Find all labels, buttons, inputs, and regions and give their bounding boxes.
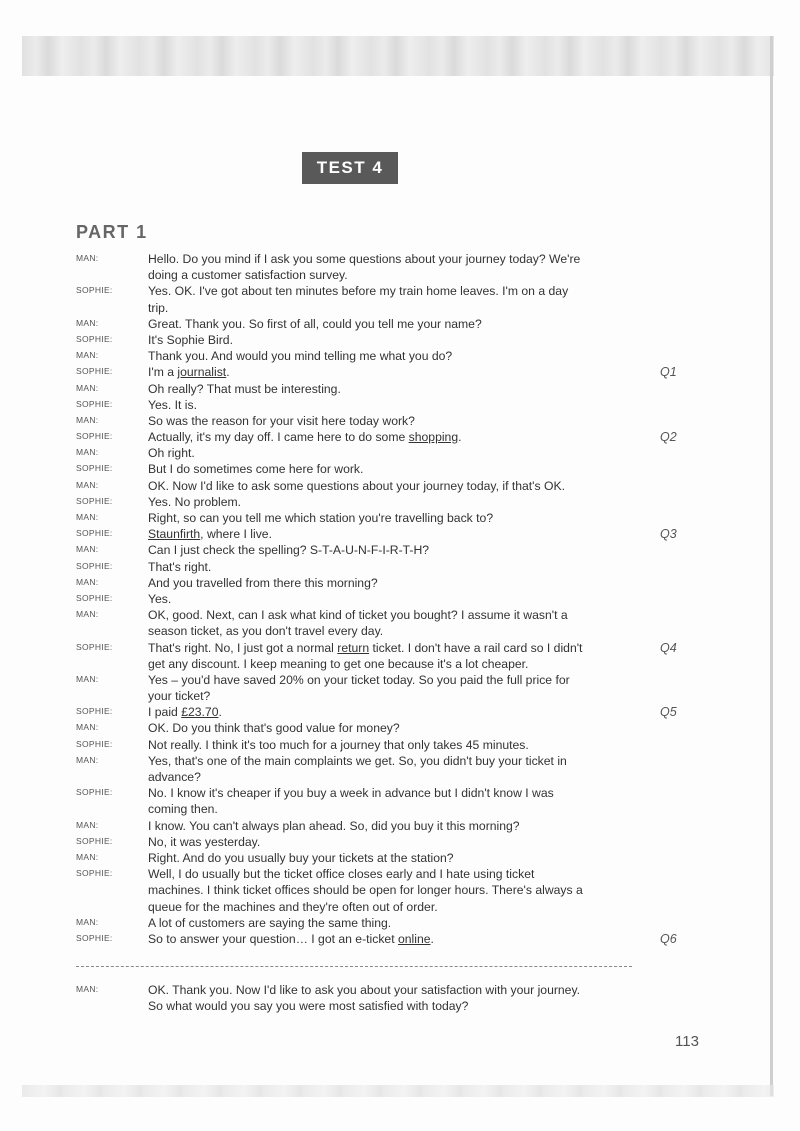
dialogue-text xyxy=(148,429,638,445)
speaker-label: MAN: xyxy=(76,576,99,587)
answer-underlined: return xyxy=(337,640,370,655)
dialogue-text xyxy=(148,364,638,380)
dialogue-line xyxy=(0,623,800,639)
dialogue-line xyxy=(0,866,800,882)
speaker-label: MAN: xyxy=(76,253,99,263)
dialogue-line xyxy=(0,672,800,688)
dialogue-entry xyxy=(0,818,800,834)
dialogue-entry xyxy=(0,982,800,1014)
speaker-label: MAN: xyxy=(76,851,99,862)
dialogue-text: That's right. xyxy=(148,559,212,574)
dialogue-entry xyxy=(0,332,800,348)
dialogue-entry xyxy=(0,915,800,931)
dialogue-entry xyxy=(0,526,800,542)
dialogue-entry xyxy=(0,785,800,817)
dialogue-entry xyxy=(0,429,800,445)
text-segment: . xyxy=(226,365,230,380)
speaker-label: SOPHIE: xyxy=(76,285,113,296)
dialogue-line xyxy=(0,982,800,998)
dialogue-line xyxy=(0,300,800,316)
dialogue-text: Great. Thank you. So first of all, could you tell me your name? xyxy=(148,316,482,331)
speaker-label: MAN: xyxy=(76,819,99,830)
speaker-label: SOPHIE: xyxy=(76,835,113,846)
dialogue-text: Yes. No problem. xyxy=(148,494,242,509)
dialogue-line xyxy=(0,429,800,445)
dialogue-entry xyxy=(0,510,800,526)
dialogue-line xyxy=(0,267,800,283)
dialogue-entry xyxy=(0,640,800,672)
transcript xyxy=(0,251,800,947)
dialogue-text: A lot of customers are saying the same thing. xyxy=(148,915,392,930)
dialogue-entry xyxy=(0,397,800,413)
dialogue-text: Oh really? That must be interesting. xyxy=(148,381,341,396)
dialogue-text: advance? xyxy=(148,770,201,784)
speaker-label: MAN: xyxy=(76,722,99,733)
dialogue-line xyxy=(0,704,800,720)
dialogue-entry xyxy=(0,559,800,575)
dialogue-line xyxy=(0,834,800,850)
answer-underlined: Staunfirth xyxy=(148,527,201,542)
dialogue-entry xyxy=(0,850,800,866)
speaker-label: SOPHIE: xyxy=(76,932,113,943)
speaker-label: SOPHIE: xyxy=(76,868,113,879)
speaker-label: SOPHIE: xyxy=(76,592,113,603)
text-segment: So to answer your question… I got an e-ticket xyxy=(148,931,398,946)
dialogue-entry xyxy=(0,283,800,315)
dialogue-text: trip. xyxy=(148,300,169,315)
dialogue-entry xyxy=(0,542,800,558)
dialogue-line xyxy=(0,316,800,332)
question-marker: Q6 xyxy=(660,931,677,946)
speaker-label: MAN: xyxy=(76,512,99,522)
dialogue-text: OK. Do you think that's good value for money? xyxy=(148,721,400,736)
dialogue-text xyxy=(148,931,638,947)
speaker-label: SOPHIE: xyxy=(76,528,113,539)
dialogue-line xyxy=(0,348,800,364)
question-marker: Q3 xyxy=(660,527,677,542)
dialogue-text: But I do sometimes come here for work. xyxy=(148,462,364,477)
dialogue-line xyxy=(0,998,800,1014)
dialogue-entry xyxy=(0,413,800,429)
dialogue-text: Hello. Do you mind if I ask you some questions about your journey today? We're xyxy=(148,252,581,266)
dialogue-line xyxy=(0,656,800,672)
dialogue-text: Right. And do you usually buy your tickets at the station? xyxy=(148,850,454,865)
dialogue-entry xyxy=(0,591,800,607)
dialogue-line xyxy=(0,283,800,299)
dialogue-line xyxy=(0,882,800,898)
text-segment: That's right. No, I just got a normal xyxy=(148,640,338,655)
dialogue-line xyxy=(0,931,800,947)
dialogue-line xyxy=(0,332,800,348)
dialogue-line xyxy=(0,251,800,267)
speaker-label: SOPHIE: xyxy=(76,495,113,506)
speaker-label: MAN: xyxy=(76,382,99,393)
dialogue-text: Thank you. And would you mind telling me what you do? xyxy=(148,349,453,364)
dialogue-line xyxy=(0,720,800,736)
dialogue-line xyxy=(0,413,800,429)
dialogue-text: So was the reason for your visit here today work? xyxy=(148,413,415,428)
dialogue-line xyxy=(0,542,800,558)
text-segment: Actually, it's my day off. I came here to do some xyxy=(148,430,409,445)
speaker-label: SOPHIE: xyxy=(76,560,113,571)
dialogue-text: It's Sophie Bird. xyxy=(148,332,233,347)
speaker-label: SOPHIE: xyxy=(76,398,113,409)
dialogue-text: No, it was yesterday. xyxy=(148,834,261,849)
dialogue-line xyxy=(0,381,800,397)
page-number: 113 xyxy=(675,1033,699,1050)
question-marker: Q4 xyxy=(660,640,677,655)
dialogue-text: Yes. xyxy=(148,591,172,606)
dialogue-text: Yes. It is. xyxy=(148,397,197,412)
dialogue-line xyxy=(0,850,800,866)
dialogue-entry xyxy=(0,575,800,591)
dialogue-entry xyxy=(0,445,800,461)
dialogue-line xyxy=(0,753,800,769)
dialogue-text: your ticket? xyxy=(148,689,211,704)
dialogue-entry xyxy=(0,753,800,785)
dialogue-entry xyxy=(0,494,800,510)
speaker-label: MAN: xyxy=(76,609,99,620)
dialogue-text: get any discount. I keep meaning to get one because it's a lot cheaper. xyxy=(148,656,529,671)
answer-underlined: online xyxy=(397,931,431,946)
scan-footer-strip xyxy=(22,1085,774,1097)
dialogue-entry xyxy=(0,866,800,915)
dialogue-text xyxy=(148,640,638,656)
dialogue-line xyxy=(0,526,800,542)
dialogue-text: So what would you say you were most satisfied with today? xyxy=(148,999,469,1014)
speaker-label: SOPHIE: xyxy=(76,641,113,652)
dialogue-entry xyxy=(0,704,800,720)
speaker-label: MAN: xyxy=(76,544,99,555)
speaker-label: MAN: xyxy=(76,479,99,490)
answer-underlined: £23.70 xyxy=(181,705,219,720)
dialogue-text xyxy=(148,704,638,720)
dialogue-text: doing a customer satisfaction survey. xyxy=(148,268,348,283)
dialogue-line xyxy=(0,478,800,494)
speaker-label: SOPHIE: xyxy=(76,463,113,474)
dialogue-entry xyxy=(0,834,800,850)
question-marker: Q5 xyxy=(660,705,677,720)
speaker-label: SOPHIE: xyxy=(76,706,113,717)
dialogue-entry xyxy=(0,737,800,753)
dialogue-line xyxy=(0,915,800,931)
speaker-label: MAN: xyxy=(76,414,99,425)
answer-underlined: shopping xyxy=(408,430,459,445)
dialogue-text: And you travelled from there this morning? xyxy=(148,575,378,590)
dialogue-line xyxy=(0,510,800,526)
dialogue-text: Can I just check the spelling? S-T-A-U-N-F-I-R-T-H? xyxy=(148,543,430,558)
question-marker: Q1 xyxy=(660,365,677,380)
speaker-label: MAN: xyxy=(76,673,99,684)
dialogue-entry xyxy=(0,931,800,947)
dialogue-text: Yes. OK. I've got about ten minutes before my train home leaves. I'm on a day xyxy=(148,284,569,299)
dialogue-text: coming then. xyxy=(148,802,218,817)
speaker-label: SOPHIE: xyxy=(76,366,113,377)
text-segment: . xyxy=(218,705,222,720)
text-segment: ticket. I don't have a rail card so I didn't xyxy=(369,640,583,655)
test-label-badge xyxy=(302,152,398,184)
dialogue-text: Oh right. xyxy=(148,446,195,461)
section-divider xyxy=(76,966,632,967)
dialogue-line xyxy=(0,397,800,413)
dialogue-text: I know. You can't always plan ahead. So, did you buy it this morning? xyxy=(148,818,520,833)
dialogue-entry xyxy=(0,461,800,477)
text-segment: I paid xyxy=(148,705,182,720)
dialogue-entry xyxy=(0,348,800,364)
dialogue-line xyxy=(0,445,800,461)
dialogue-text: Yes, that's one of the main complaints we get. So, you didn't buy your ticket in xyxy=(148,753,567,768)
dialogue-line xyxy=(0,769,800,785)
dialogue-line xyxy=(0,559,800,575)
scan-header-strip xyxy=(22,36,774,76)
speaker-label: SOPHIE: xyxy=(76,333,113,344)
dialogue-line xyxy=(0,607,800,623)
text-segment: , where I live. xyxy=(200,527,272,542)
dialogue-entry xyxy=(0,720,800,736)
dialogue-text: OK. Now I'd like to ask some questions about your journey today, if that's OK. xyxy=(148,478,565,493)
text-segment: . xyxy=(430,931,434,946)
dialogue-line xyxy=(0,640,800,656)
dialogue-text xyxy=(148,526,638,542)
dialogue-line xyxy=(0,461,800,477)
speaker-label: MAN: xyxy=(76,350,99,361)
speaker-label: MAN: xyxy=(76,984,99,994)
dialogue-line xyxy=(0,575,800,591)
speaker-label: MAN: xyxy=(76,317,99,328)
transcript-continued xyxy=(0,982,800,1014)
dialogue-line xyxy=(0,364,800,380)
dialogue-entry xyxy=(0,364,800,380)
speaker-label: MAN: xyxy=(76,916,99,927)
speaker-label: MAN: xyxy=(76,754,99,765)
dialogue-text: Not really. I think it's too much for a journey that only takes 45 minutes. xyxy=(148,737,529,752)
dialogue-text: OK. Thank you. Now I'd like to ask you about your satisfaction with your journey. xyxy=(148,983,581,997)
dialogue-entry xyxy=(0,672,800,704)
dialogue-text: OK, good. Next, can I ask what kind of ticket you bought? I assume it wasn't a xyxy=(148,608,568,623)
dialogue-text: No. I know it's cheaper if you buy a week in advance but I didn't know I was xyxy=(148,786,554,801)
text-segment: . xyxy=(458,430,462,445)
speaker-label: MAN: xyxy=(76,447,99,458)
part-heading: PART 1 xyxy=(76,222,148,242)
dialogue-text: Right, so can you tell me which station you're travelling back to? xyxy=(148,511,494,525)
dialogue-text: queue for the machines and they're often out of order. xyxy=(148,899,438,914)
dialogue-text: season ticket, as you don't travel every day. xyxy=(148,624,384,639)
text-segment: I'm a xyxy=(148,365,178,380)
dialogue-entry xyxy=(0,251,800,283)
dialogue-entry xyxy=(0,478,800,494)
dialogue-line xyxy=(0,591,800,607)
dialogue-entry xyxy=(0,316,800,332)
speaker-label: SOPHIE: xyxy=(76,787,113,798)
dialogue-text: machines. I think ticket offices should be open for longer hours. There's always a xyxy=(148,883,583,898)
dialogue-line xyxy=(0,801,800,817)
speaker-label: SOPHIE: xyxy=(76,431,113,442)
dialogue-line xyxy=(0,785,800,801)
speaker-label: SOPHIE: xyxy=(76,738,113,749)
dialogue-line xyxy=(0,899,800,915)
dialogue-line xyxy=(0,818,800,834)
dialogue-text: Well, I do usually but the ticket office closes early and I hate using ticket xyxy=(148,867,535,882)
dialogue-line xyxy=(0,737,800,753)
dialogue-text: Yes – you'd have saved 20% on your ticket today. So you paid the full price for xyxy=(148,672,570,687)
answer-underlined: journalist xyxy=(177,365,227,380)
dialogue-line xyxy=(0,494,800,510)
dialogue-entry xyxy=(0,607,800,639)
question-marker: Q2 xyxy=(660,430,677,445)
test-label: TEST 4 xyxy=(316,158,384,177)
dialogue-line xyxy=(0,688,800,704)
dialogue-entry xyxy=(0,381,800,397)
